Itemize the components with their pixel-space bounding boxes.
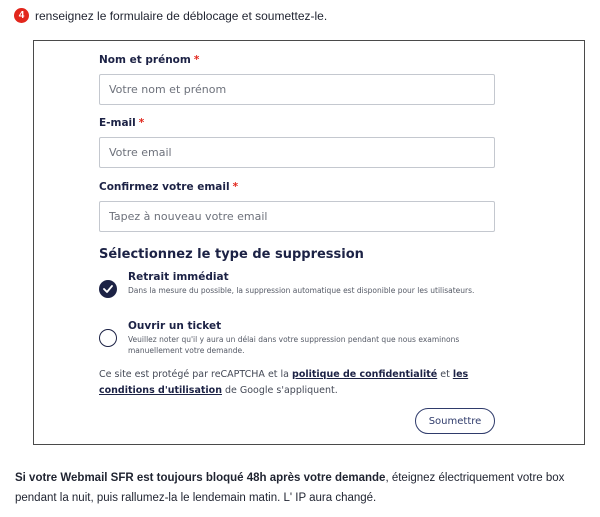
open-ticket-radio[interactable] bbox=[99, 329, 117, 347]
privacy-policy-link[interactable]: politique de confidentialité bbox=[292, 369, 438, 380]
step-instruction bbox=[14, 8, 327, 23]
submit-button[interactable]: Soumettre bbox=[415, 408, 495, 434]
required-mark: * bbox=[138, 117, 145, 129]
open-ticket-title: Ouvrir un ticket bbox=[128, 320, 222, 332]
recaptcha-notice bbox=[99, 367, 519, 399]
followup-note bbox=[15, 468, 590, 508]
immediate-removal-description: Dans la mesure du possible, la suppression automatique est disponible pour les utilisateurs. bbox=[128, 286, 475, 295]
step-number-badge: 4 bbox=[14, 8, 29, 23]
confirm-email-label-text: Confirmez votre email bbox=[99, 181, 230, 193]
name-label-text: Nom et prénom bbox=[99, 54, 191, 66]
email-input[interactable] bbox=[99, 137, 495, 168]
open-ticket-description: Veuillez noter qu'il y aura un délai dans votre suppression pendant que nous examinons manuellement votre demande. bbox=[128, 335, 460, 355]
captcha-text-middle: et bbox=[437, 369, 453, 380]
checkmark-icon bbox=[103, 285, 113, 293]
captcha-text-after: de Google s'appliquent. bbox=[221, 385, 338, 396]
email-label bbox=[99, 117, 144, 129]
unblock-form-screenshot bbox=[33, 40, 585, 445]
note-text: , éteignez électriquement votre box pendant la nuit, puis rallumez-la le lendemain matin. L' IP aura changé. bbox=[15, 472, 565, 504]
name-input[interactable] bbox=[99, 74, 495, 105]
immediate-removal-radio[interactable] bbox=[99, 280, 117, 298]
confirm-email-input[interactable] bbox=[99, 201, 495, 232]
note-bold-text: Si votre Webmail SFR est toujours bloqué 48h après votre demande bbox=[15, 472, 386, 484]
captcha-text-before: Ce site est protégé par reCAPTCHA et la bbox=[99, 369, 293, 380]
name-label bbox=[99, 54, 199, 66]
confirm-email-label bbox=[99, 181, 238, 193]
step-text: renseignez le formulaire de déblocage et soumettez-le. bbox=[35, 8, 328, 23]
immediate-removal-title: Retrait immédiat bbox=[128, 271, 229, 283]
deletion-type-heading: Sélectionnez le type de suppression bbox=[99, 247, 364, 262]
email-label-text: E-mail bbox=[99, 117, 136, 129]
terms-link[interactable]: les conditions d'utilisation bbox=[99, 369, 469, 396]
required-mark: * bbox=[232, 181, 239, 193]
required-mark: * bbox=[193, 54, 200, 66]
